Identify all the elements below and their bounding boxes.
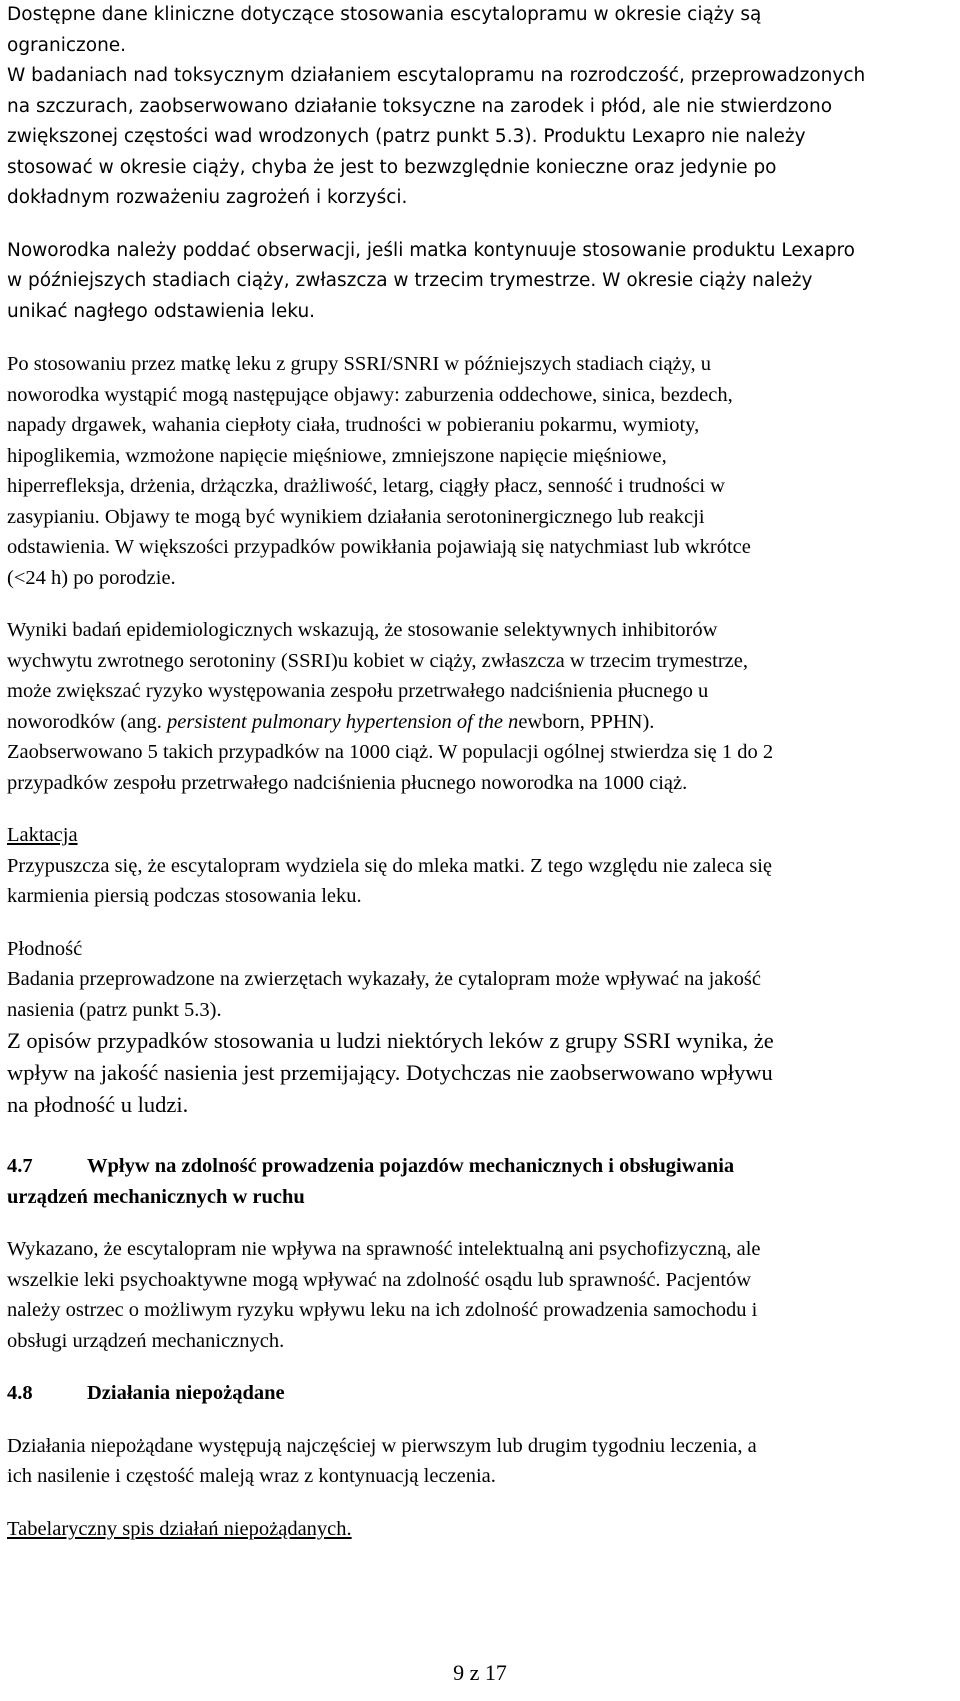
text-line	[7, 707, 953, 738]
text-line: dokładnym rozważeniu zagrożeń i korzyści.	[7, 187, 408, 208]
text-line: na szczurach, zaobserwowano działanie toksyczne na zarodek i płód, ale nie stwierdzono	[7, 95, 833, 117]
text-line: przypadków zespołu przetrwałego nadciśnienia płucnego noworodka na 1000 ciąż.	[7, 771, 688, 794]
text-line: hiperrefleksja, drżenia, drżączka, drażliwość, letarg, ciągły płacz, senność i trudności w	[7, 475, 725, 497]
text-line: nasienia (patrz punkt 5.3).	[7, 998, 222, 1021]
text-line: może zwiększać ryzyko występowania zespołu przetrwałego nadciśnienia płucnego u	[7, 680, 709, 702]
section-title	[87, 1151, 953, 1182]
text-line: noworodka wystąpić mogą następujące objawy: zaburzenia oddechowe, sinica, bezdech,	[7, 383, 733, 406]
text-line: na płodność u ludzi.	[7, 1092, 189, 1117]
fertility-heading: Płodność	[7, 937, 83, 960]
section-heading-4-8	[7, 1378, 953, 1409]
lactation-section	[7, 820, 953, 912]
text-line: Z opisów przypadków stosowania u ludzi niektórych leków z grupy SSRI wynika, że	[7, 1028, 774, 1053]
text-line: ograniczone.	[7, 34, 127, 56]
text-line: zasypianiu. Objawy te mogą być wynikiem działania serotoninergicznego lub reakcji	[7, 505, 705, 528]
text-line: unikać nagłego odstawienia leku.	[7, 300, 316, 322]
section-title-line: urządzeń mechanicznych w ruchu	[7, 1185, 305, 1208]
text-line: Badania przeprowadzone na zwierzętach wykazały, że cytalopram może wpływać na jakość	[7, 968, 761, 990]
pregnancy-paragraph-4	[7, 349, 953, 593]
table-reference	[7, 1514, 953, 1545]
text-line: stosować w okresie ciąży, chyba że jest to bezwzględnie konieczne oraz jedynie po	[7, 156, 777, 178]
text-line: Wyniki badań epidemiologicznych wskazują, że stosowanie selektywnych inhibitorów	[7, 619, 718, 641]
text-line: W badaniach nad toksycznym działaniem escytalopramu na rozrodczość, przeprowadzonych	[7, 65, 866, 86]
text-line: obsługi urządzeń mechanicznych.	[7, 1329, 285, 1352]
section-title-line: Wpływ na zdolność prowadzenia pojazdów mechanicznych i obsługiwania	[87, 1155, 735, 1177]
text-line: Przypuszcza się, że escytalopram wydziela się do mleka matki. Z tego względu nie zaleca się	[7, 854, 773, 877]
text-line: wpływ na jakość nasienia jest przemijający. Dotychczas nie zaobserwowano wpływu	[7, 1060, 773, 1085]
fertility-note	[7, 1025, 953, 1121]
lactation-heading: Laktacja	[7, 824, 78, 846]
text-line: hipoglikemia, wzmożone napięcie mięśniowe, zmniejszone napięcie mięśniowe,	[7, 444, 667, 467]
pregnancy-paragraph-2	[7, 61, 953, 214]
text-span: noworodków (ang.	[7, 710, 167, 733]
fertility-section	[7, 934, 953, 1026]
document-page	[7, 0, 953, 1701]
pregnancy-paragraph-5	[7, 615, 953, 798]
text-line: Po stosowaniu przez matkę leku z grupy SSRI/SNRI w późniejszych stadiach ciąży, u	[7, 353, 712, 375]
adverse-reactions-table-link: Tabelaryczny spis działań niepożądanych.	[7, 1517, 352, 1540]
section-title: Działania niepożądane	[87, 1382, 285, 1404]
section-heading-4-7	[7, 1151, 953, 1182]
text-line: w późniejszych stadiach ciąży, zwłaszcza w trzecim trymestrze. W okresie ciąży należy	[7, 270, 813, 291]
pregnancy-paragraph-1	[7, 0, 953, 61]
section-4-8-body	[7, 1431, 953, 1492]
text-line: Wykazano, że escytalopram nie wpływa na sprawność intelektualną ani psychofizyczną, ale	[7, 1238, 761, 1260]
text-line: ich nasilenie i częstość maleją wraz z kontynuacją leczenia.	[7, 1465, 496, 1487]
text-line: zwiększonej częstości wad wrodzonych (patrz punkt 5.3). Produktu Lexapro nie należy	[7, 126, 806, 147]
text-line: (<24 h) po porodzie.	[7, 566, 176, 589]
text-line: Dostępne dane kliniczne dotyczące stosowania escytalopramu w okresie ciąży są	[7, 4, 762, 25]
italic-term: persistent pulmonary hypertension of the n	[167, 710, 519, 733]
text-line: karmienia piersią podczas stosowania leku.	[7, 885, 362, 907]
section-number: 4.8	[7, 1382, 33, 1404]
pregnancy-paragraph-3	[7, 236, 953, 328]
text-line: odstawienia. W większości przypadków powikłania pojawiają się natychmiast lub wkrótce	[7, 536, 751, 558]
page-number: 9 z 17	[453, 1660, 507, 1685]
section-heading-4-7-cont	[7, 1182, 953, 1213]
text-line: Zaobserwowano 5 takich przypadków na 1000 ciąż. W populacji ogólnej stwierdza się 1 do 2	[7, 741, 774, 763]
section-4-7-body	[7, 1234, 953, 1356]
text-line: wychwytu zwrotnego serotoniny (SSRI)u kobiet w ciąży, zwłaszcza w trzecim trymestrze,	[7, 649, 748, 672]
text-line: Noworodka należy poddać obserwacji, jeśli matka kontynuuje stosowanie produktu Lexapro	[7, 239, 855, 261]
text-line: napady drgawek, wahania ciepłoty ciała, trudności w pobieraniu pokarmu, wymioty,	[7, 414, 700, 436]
text-line: Działania niepożądane występują najczęściej w pierwszym lub drugim tygodniu leczenia, a	[7, 1434, 757, 1457]
text-line: należy ostrzec o możliwym ryzyku wpływu leku na ich zdolność prowadzenia samochodu i	[7, 1299, 758, 1321]
section-number: 4.7	[7, 1155, 33, 1177]
text-span: ewborn, PPHN).	[518, 710, 655, 733]
text-line: wszelkie leki psychoaktywne mogą wpływać na zdolność osądu lub sprawność. Pacjentów	[7, 1268, 752, 1291]
